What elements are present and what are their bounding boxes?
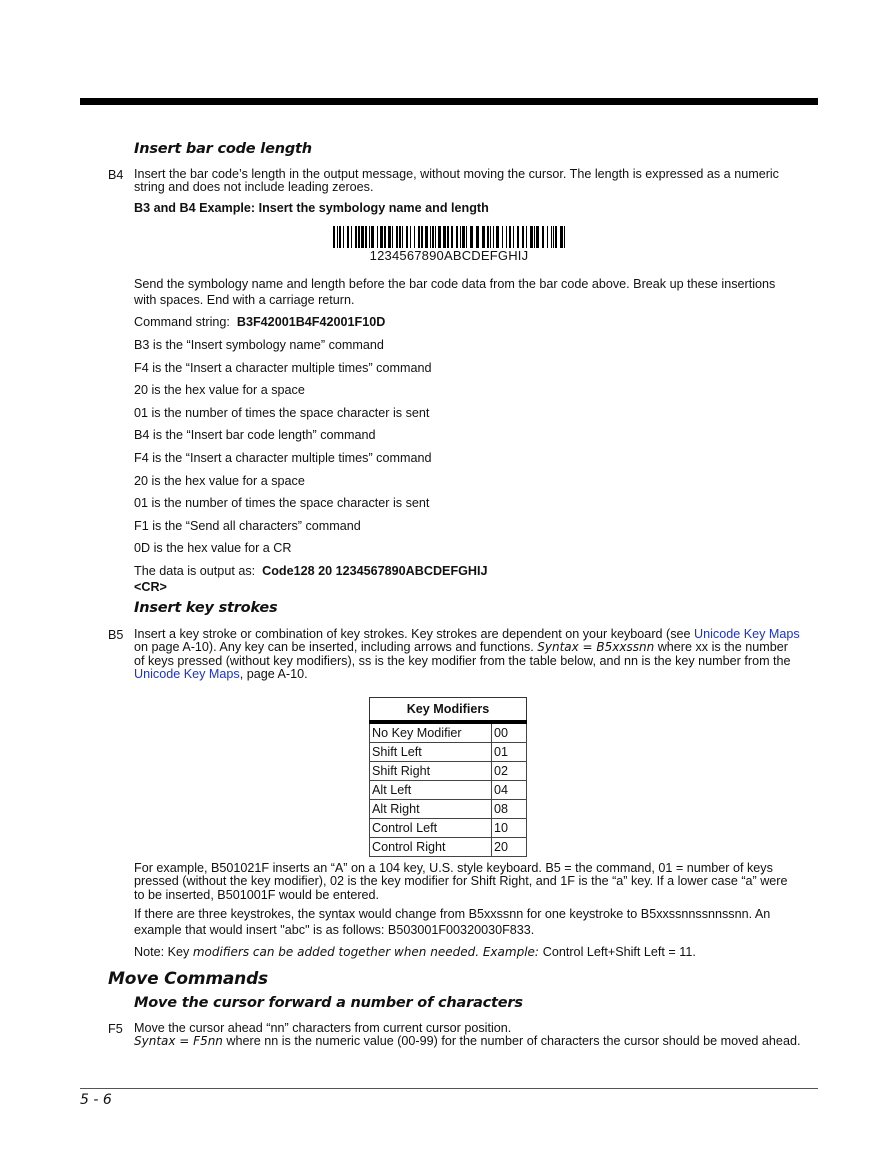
para-line: to be inserted, B501001F would be entered. (134, 887, 380, 902)
modifier-value: 00 (492, 722, 527, 743)
barcode-image (333, 226, 565, 266)
example-send-text (134, 277, 818, 308)
modifier-name: Alt Right (370, 800, 492, 819)
modifier-value: 10 (492, 819, 527, 838)
command-string-value: B3F42001B4F42001F10D (236, 315, 386, 329)
example-title: B3 and B4 Example: Insert the symbology name and length (134, 201, 489, 215)
modifier-value: 20 (492, 838, 527, 857)
desc-text: , page A-10. (239, 667, 308, 682)
desc-text: Insert a key stroke or combination of key strokes. Key strokes are dependent on your keyboard (see (134, 627, 695, 641)
table-header-row (370, 698, 527, 723)
table-row (370, 743, 527, 762)
desc-line (134, 668, 818, 681)
barcode-bars (333, 226, 565, 248)
example-item: 20 is the hex value for a space (134, 383, 305, 397)
example-item: 20 is the hex value for a space (134, 474, 305, 488)
desc-text: where nn is the numeric value (00-99) for the number of characters the cursor should be moved ahead. (222, 1034, 801, 1049)
modifier-value: 08 (492, 800, 527, 819)
modifier-name: Shift Left (370, 743, 492, 762)
send-line: Send the symbology name and length before the bar code data from the bar code above. Break up these insertions (134, 277, 776, 291)
unicode-key-maps-link[interactable]: Unicode Key Maps (694, 627, 800, 641)
desc-line: of keys pressed (without key modifiers), ss is the key modifier from the table below, and nn is the key number from the (134, 653, 791, 668)
modifier-name: Alt Left (370, 781, 492, 800)
insert-keystrokes-description (134, 628, 818, 682)
table-row (370, 800, 527, 819)
note-italic: modifiers can be added together when needed. Example: (192, 945, 543, 959)
insert-length-description (134, 168, 818, 195)
desc-line: Move the cursor ahead “nn” characters from current cursor position. (134, 1021, 512, 1035)
modifier-value: 04 (492, 781, 527, 800)
desc-line (134, 628, 818, 641)
para-line: pressed (without the key modifier), 02 is the key modifier for Shift Right, and 1F is the “a” key. If a lower case “a” were (134, 874, 788, 889)
page-number: 5 - 6 (80, 1092, 112, 1108)
command-code-b4: B4 (108, 168, 124, 182)
move-forward-description (134, 1022, 818, 1049)
example-item: F4 is the “Insert a character multiple times” command (134, 451, 432, 465)
desc-text: where xx is the number (654, 640, 788, 655)
modifier-name: Control Right (370, 838, 492, 857)
section-heading-insert-length: Insert bar code length (134, 141, 312, 157)
example-item: F4 is the “Insert a character multiple times” command (134, 361, 432, 375)
example-item: B4 is the “Insert bar code length” command (134, 428, 376, 442)
para-line: If there are three keystrokes, the syntax would change from B5xxssnn for one keystroke to B5xxssnnssnnssnn. An (134, 907, 771, 921)
output-cr: <CR> (134, 580, 167, 594)
output-label: The data is output as: (134, 564, 256, 578)
syntax-text: Syntax = B5xxssnn (537, 640, 655, 655)
barcode-text: 1234567890ABCDEFGHIJ (369, 248, 529, 263)
three-keystrokes-paragraph (134, 907, 818, 938)
note-text: Control Left+Shift Left = 11. (542, 945, 696, 959)
footer-rule (80, 1088, 818, 1089)
header-rule (80, 98, 818, 105)
example-item: 01 is the number of times the space character is sent (134, 406, 430, 420)
desc-line: string and does not include leading zeroes. (134, 180, 374, 195)
desc-line (134, 1035, 818, 1048)
para-line: example that would insert "abc" is as follows: B503001F00320030F833. (134, 922, 535, 937)
desc-line: Insert the bar code’s length in the output message, without moving the cursor. The length is expressed as a numeric (134, 167, 779, 181)
unicode-key-maps-link[interactable]: Unicode Key Maps (134, 667, 240, 682)
table-row (370, 781, 527, 800)
section-heading-insert-keystrokes: Insert key strokes (134, 600, 278, 616)
key-modifiers-table (369, 697, 527, 857)
note-line (134, 945, 696, 959)
modifier-value: 01 (492, 743, 527, 762)
table-row (370, 819, 527, 838)
send-line: with spaces. End with a carriage return. (134, 292, 355, 307)
output-value: Code128 20 1234567890ABCDEFGHIJ (262, 564, 488, 578)
command-code-b5: B5 (108, 628, 124, 642)
for-example-paragraph (134, 862, 818, 902)
modifier-value: 02 (492, 762, 527, 781)
table-row (370, 722, 527, 743)
table-row (370, 762, 527, 781)
command-string-label: Command string: (134, 315, 230, 329)
modifier-name: No Key Modifier (370, 722, 492, 743)
desc-line (134, 641, 818, 654)
section-heading-move-commands: Move Commands (108, 969, 268, 989)
table-row (370, 838, 527, 857)
example-item: B3 is the “Insert symbology name” command (134, 338, 384, 352)
output-line (134, 564, 488, 578)
table-header: Key Modifiers (370, 698, 527, 723)
syntax-text: Syntax = F5nn (134, 1034, 223, 1049)
command-code-f5: F5 (108, 1022, 123, 1036)
example-item: F1 is the “Send all characters” command (134, 519, 361, 533)
desc-text: on page A-10). Any key can be inserted, including arrows and functions. (134, 640, 538, 655)
command-string (134, 315, 385, 329)
subheading-move-forward: Move the cursor forward a number of characters (134, 995, 523, 1011)
modifier-name: Shift Right (370, 762, 492, 781)
modifier-name: Control Left (370, 819, 492, 838)
para-line: For example, B501021F inserts an “A” on a 104 key, U.S. style keyboard. B5 = the command, 01 = number of keys (134, 861, 773, 875)
example-item: 01 is the number of times the space character is sent (134, 496, 430, 510)
note-text: Note: Key (134, 945, 193, 959)
example-item: 0D is the hex value for a CR (134, 541, 292, 555)
